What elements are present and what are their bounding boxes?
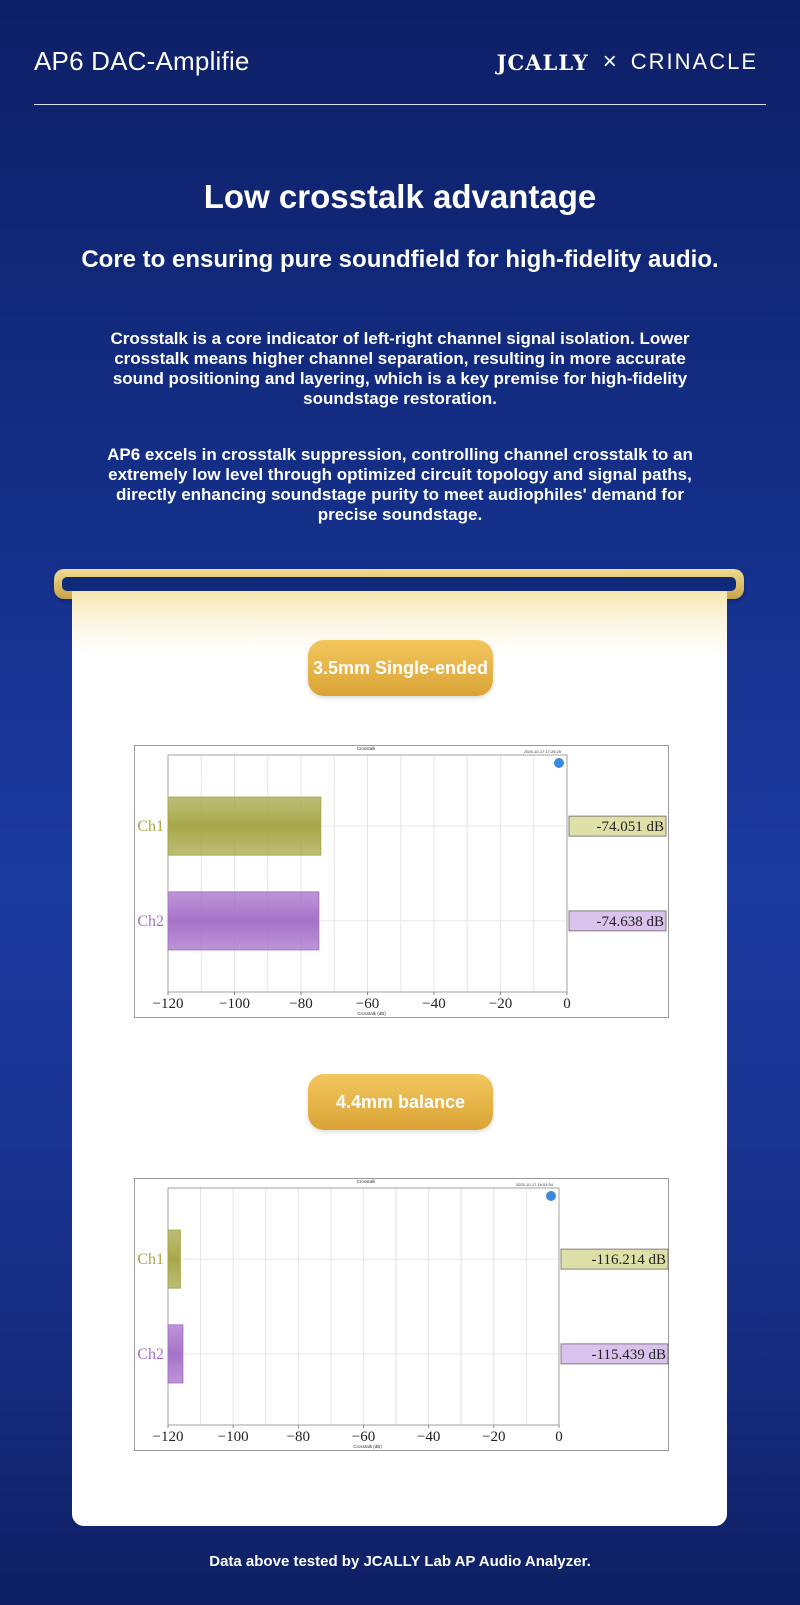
chart-title: Crosstalk xyxy=(356,1179,376,1184)
page-title: Low crosstalk advantage xyxy=(203,178,597,215)
x-tick-label: −80 xyxy=(289,996,313,1012)
category-label: Ch2 xyxy=(137,912,164,930)
intro-paragraph: Crosstalk is a core indicator of left-right channel signal isolation. Lower crosstalk means higher channel separation, resulting in more accurate sound positioning and layering, which is a key premise for high-fidelity soundstage restoration. xyxy=(110,329,690,408)
detail-paragraph: AP6 excels in crosstalk suppression, controlling channel crosstalk to an extremely low level through optimized circuit topology and signal paths, directly enhancing soundstage purity to meet audiophiles' demand for precise soundstage. xyxy=(107,445,693,524)
bar-ch1 xyxy=(168,1230,180,1288)
page-subtitle: Core to ensuring pure soundfield for high-fidelity audio. xyxy=(81,246,719,273)
analyzer-logo-icon xyxy=(554,758,564,768)
brand-separator: × xyxy=(602,48,617,75)
brand-logo xyxy=(497,48,758,76)
value-label: -115.439 dB xyxy=(591,1346,666,1363)
value-label: -74.638 dB xyxy=(596,913,664,930)
chart-frame xyxy=(135,746,669,1018)
chart-frame xyxy=(135,1179,669,1451)
value-label: -74.051 dB xyxy=(596,819,664,836)
chart-timestamp: 2025-10-17 16:51:54 xyxy=(515,1182,553,1187)
crosstalk-chart-single-ended xyxy=(134,745,669,1018)
bar-ch2 xyxy=(168,892,319,950)
card-rail-slot xyxy=(62,577,736,591)
brand-jcally: JCALLY xyxy=(496,49,589,75)
x-tick-label: −100 xyxy=(217,1429,249,1445)
x-tick-label: −100 xyxy=(219,996,250,1012)
x-tick-label: −80 xyxy=(286,1429,311,1445)
section-label-single-ended: 3.5mm Single-ended xyxy=(308,640,493,696)
x-tick-label: −20 xyxy=(482,1429,506,1445)
section-label-balanced: 4.4mm balance xyxy=(308,1074,493,1130)
bar-ch1 xyxy=(168,797,321,855)
chart-title: Crosstalk xyxy=(356,746,376,751)
value-label: -116.214 dB xyxy=(591,1252,666,1269)
x-tick-label: −120 xyxy=(152,996,184,1012)
x-tick-label: −120 xyxy=(152,1429,184,1445)
bar-ch2 xyxy=(168,1325,183,1383)
x-axis-label: Crosstalk (dB) xyxy=(353,1444,382,1449)
x-tick-label: −60 xyxy=(355,996,380,1012)
x-tick-label: −60 xyxy=(351,1429,376,1445)
product-name: AP6 DAC-Amplifie xyxy=(34,46,250,76)
brand-crinacle: CRINACLE xyxy=(630,49,758,74)
analyzer-logo-icon xyxy=(546,1191,556,1201)
x-tick-label: −40 xyxy=(416,1429,441,1445)
crosstalk-chart-balanced xyxy=(134,1178,669,1451)
category-label: Ch1 xyxy=(137,818,164,836)
category-label: Ch2 xyxy=(137,1345,164,1363)
x-tick-label: −40 xyxy=(422,996,446,1012)
x-axis-label: Crosstalk (dB) xyxy=(357,1011,386,1016)
footer-note: Data above tested by JCALLY Lab AP Audio Analyzer. xyxy=(209,1553,591,1570)
category-label: Ch1 xyxy=(137,1251,164,1269)
x-tick-label: 0 xyxy=(563,996,571,1012)
chart-timestamp: 2025-10-17 17:26:25 xyxy=(523,749,561,754)
x-tick-label: 0 xyxy=(555,1429,563,1445)
x-tick-label: −20 xyxy=(488,996,513,1012)
header xyxy=(34,0,766,105)
